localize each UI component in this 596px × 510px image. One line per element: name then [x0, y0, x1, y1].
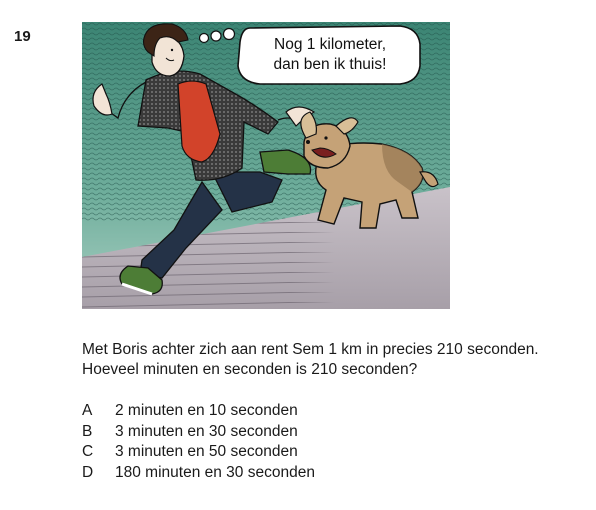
answer-option-d[interactable] [82, 463, 482, 484]
option-letter: C [82, 443, 94, 460]
option-text: 3 minuten en 30 seconden [115, 422, 298, 440]
answer-option-c[interactable] [82, 442, 482, 463]
speech-bubble-line-2: dan ben ik thuis! [273, 56, 387, 73]
question-line-2: Hoeveel minuten en seconden is 210 seconden? [82, 361, 418, 378]
option-text: 3 minuten en 50 seconden [115, 443, 298, 460]
option-letter: B [82, 422, 93, 440]
speech-bubble-text [252, 35, 408, 75]
option-letter: D [82, 463, 94, 481]
option-text: 180 minuten en 30 seconden [115, 463, 315, 481]
question-line-1: Met Boris achter zich aan rent Sem 1 km in precies 210 seconden. [82, 341, 539, 358]
option-text: 2 minuten en 10 seconden [115, 402, 298, 419]
answer-option-b[interactable] [82, 422, 482, 443]
question-number: 19 [14, 28, 31, 45]
answer-options [82, 401, 482, 483]
answer-option-a[interactable] [82, 401, 482, 422]
question-text [82, 340, 582, 380]
option-letter: A [82, 402, 93, 419]
speech-bubble-line-1: Nog 1 kilometer, [274, 36, 386, 53]
